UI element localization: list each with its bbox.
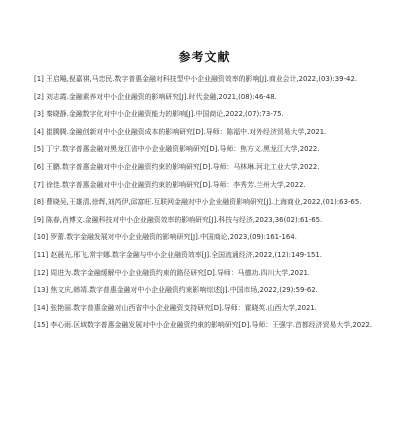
reference-item: [34, 282, 380, 300]
reference-item: [34, 300, 380, 318]
reference-item: [34, 212, 380, 230]
reference-number: [11]: [34, 250, 49, 259]
reference-number: [9]: [34, 215, 44, 224]
reference-item: [34, 247, 380, 265]
reference-number: [7]: [34, 180, 44, 189]
reference-text: 崔腾腾.金融创新对中小企业融资成本的影响研究[D].导师：陈福中.对外经济贸易大学,2021.: [45, 127, 327, 136]
reference-text: 徐佳.数字普惠金融对中小企业融资约束的影响研究[D].导师：李秀芳.兰州大学,2022.: [45, 180, 306, 189]
reference-item: [34, 141, 380, 159]
reference-item: [34, 71, 380, 89]
reference-text: 赵晨光,邢飞,常宇娜.数字金融与中小企业融资效率[J].全国流通经济,2022,(12):149-151.: [50, 250, 322, 259]
reference-number: [6]: [34, 162, 44, 171]
reference-number: [5]: [34, 145, 44, 154]
page-title: 参考文献: [178, 50, 231, 64]
reference-text: 刘志霞.金融素养对中小企业融资的影响研究[J].时代金融,2021,(08):46-48.: [45, 92, 277, 101]
reference-text: 焦文庆,韩靖.数字普惠金融对中小企业融资约束影响综述[J].中国市场,2022,(29):59-62.: [50, 286, 318, 295]
reference-number: [8]: [34, 198, 44, 207]
reference-text: 罗蕾.数字金融发展对中小企业融资的影响研究[J].中国商论,2023,(09):161-164.: [50, 233, 297, 242]
reference-item: [34, 265, 380, 283]
reference-number: [15]: [34, 321, 49, 330]
reference-number: [3]: [34, 110, 44, 119]
reference-item: [34, 89, 380, 107]
reference-text: 张艳丽.数字普惠金融对山西省中小企业融资支持研究[D].导师：霍晓英.山西大学,2021.: [50, 303, 317, 312]
reference-item: [34, 317, 380, 335]
reference-number: [10]: [34, 233, 49, 242]
reference-number: [1]: [34, 75, 44, 83]
reference-text: 王启飚,倪嘉祺,马忠民.数字普惠金融对科技型中小企业融资效率的影响[J].商业会计,2022,(03):39-42.: [45, 75, 358, 83]
reference-text: 王鹏.数字普惠金融对中小企业融资约束的影响研究[D].导师：马林琳.河北工业大学,2022.: [45, 162, 320, 171]
reference-text: 周进为.数字金融缓解中小企业融资约束的路径研究[D].导师：马德功.四川大学,2021.: [50, 268, 311, 277]
reference-item: [34, 159, 380, 177]
reference-text: 曹晓吴,王雄清,徐辉,刘芮伊,邱富旺.互联网金融对中小企业融资影响研究[J].上海商业,2022,(01):63-65.: [45, 198, 362, 207]
reference-text: 陈春,肖博文.金融科技对中小企业融资效率的影响研究[J].科技与经济,2023,36(02):61-65.: [45, 215, 323, 224]
reference-number: [12]: [34, 268, 49, 277]
reference-text: 李心雨.区域数字普惠金融发展对中小企业融资约束的影响研究[D].导师：王强宇.首都经济贸易大学,2022.: [50, 321, 373, 330]
reference-text: 秦晓静.金融数字化对中小企业融资能力的影响[J].中国商论,2022,(07):73-75.: [45, 110, 284, 119]
reference-number: [13]: [34, 286, 49, 295]
reference-item: [34, 106, 380, 124]
reference-item: [34, 177, 380, 195]
reference-text: 丁宁.数字普惠金融对黑龙江省中小企业融资影响研究[D].导师：焦方义.黑龙江大学,2022.: [45, 145, 320, 154]
reference-item: [34, 229, 380, 247]
reference-item: [34, 124, 380, 142]
reference-number: [2]: [34, 92, 44, 101]
reference-number: [4]: [34, 127, 44, 136]
reference-number: [14]: [34, 303, 49, 312]
reference-item: [34, 194, 380, 212]
reference-list: [34, 71, 380, 335]
